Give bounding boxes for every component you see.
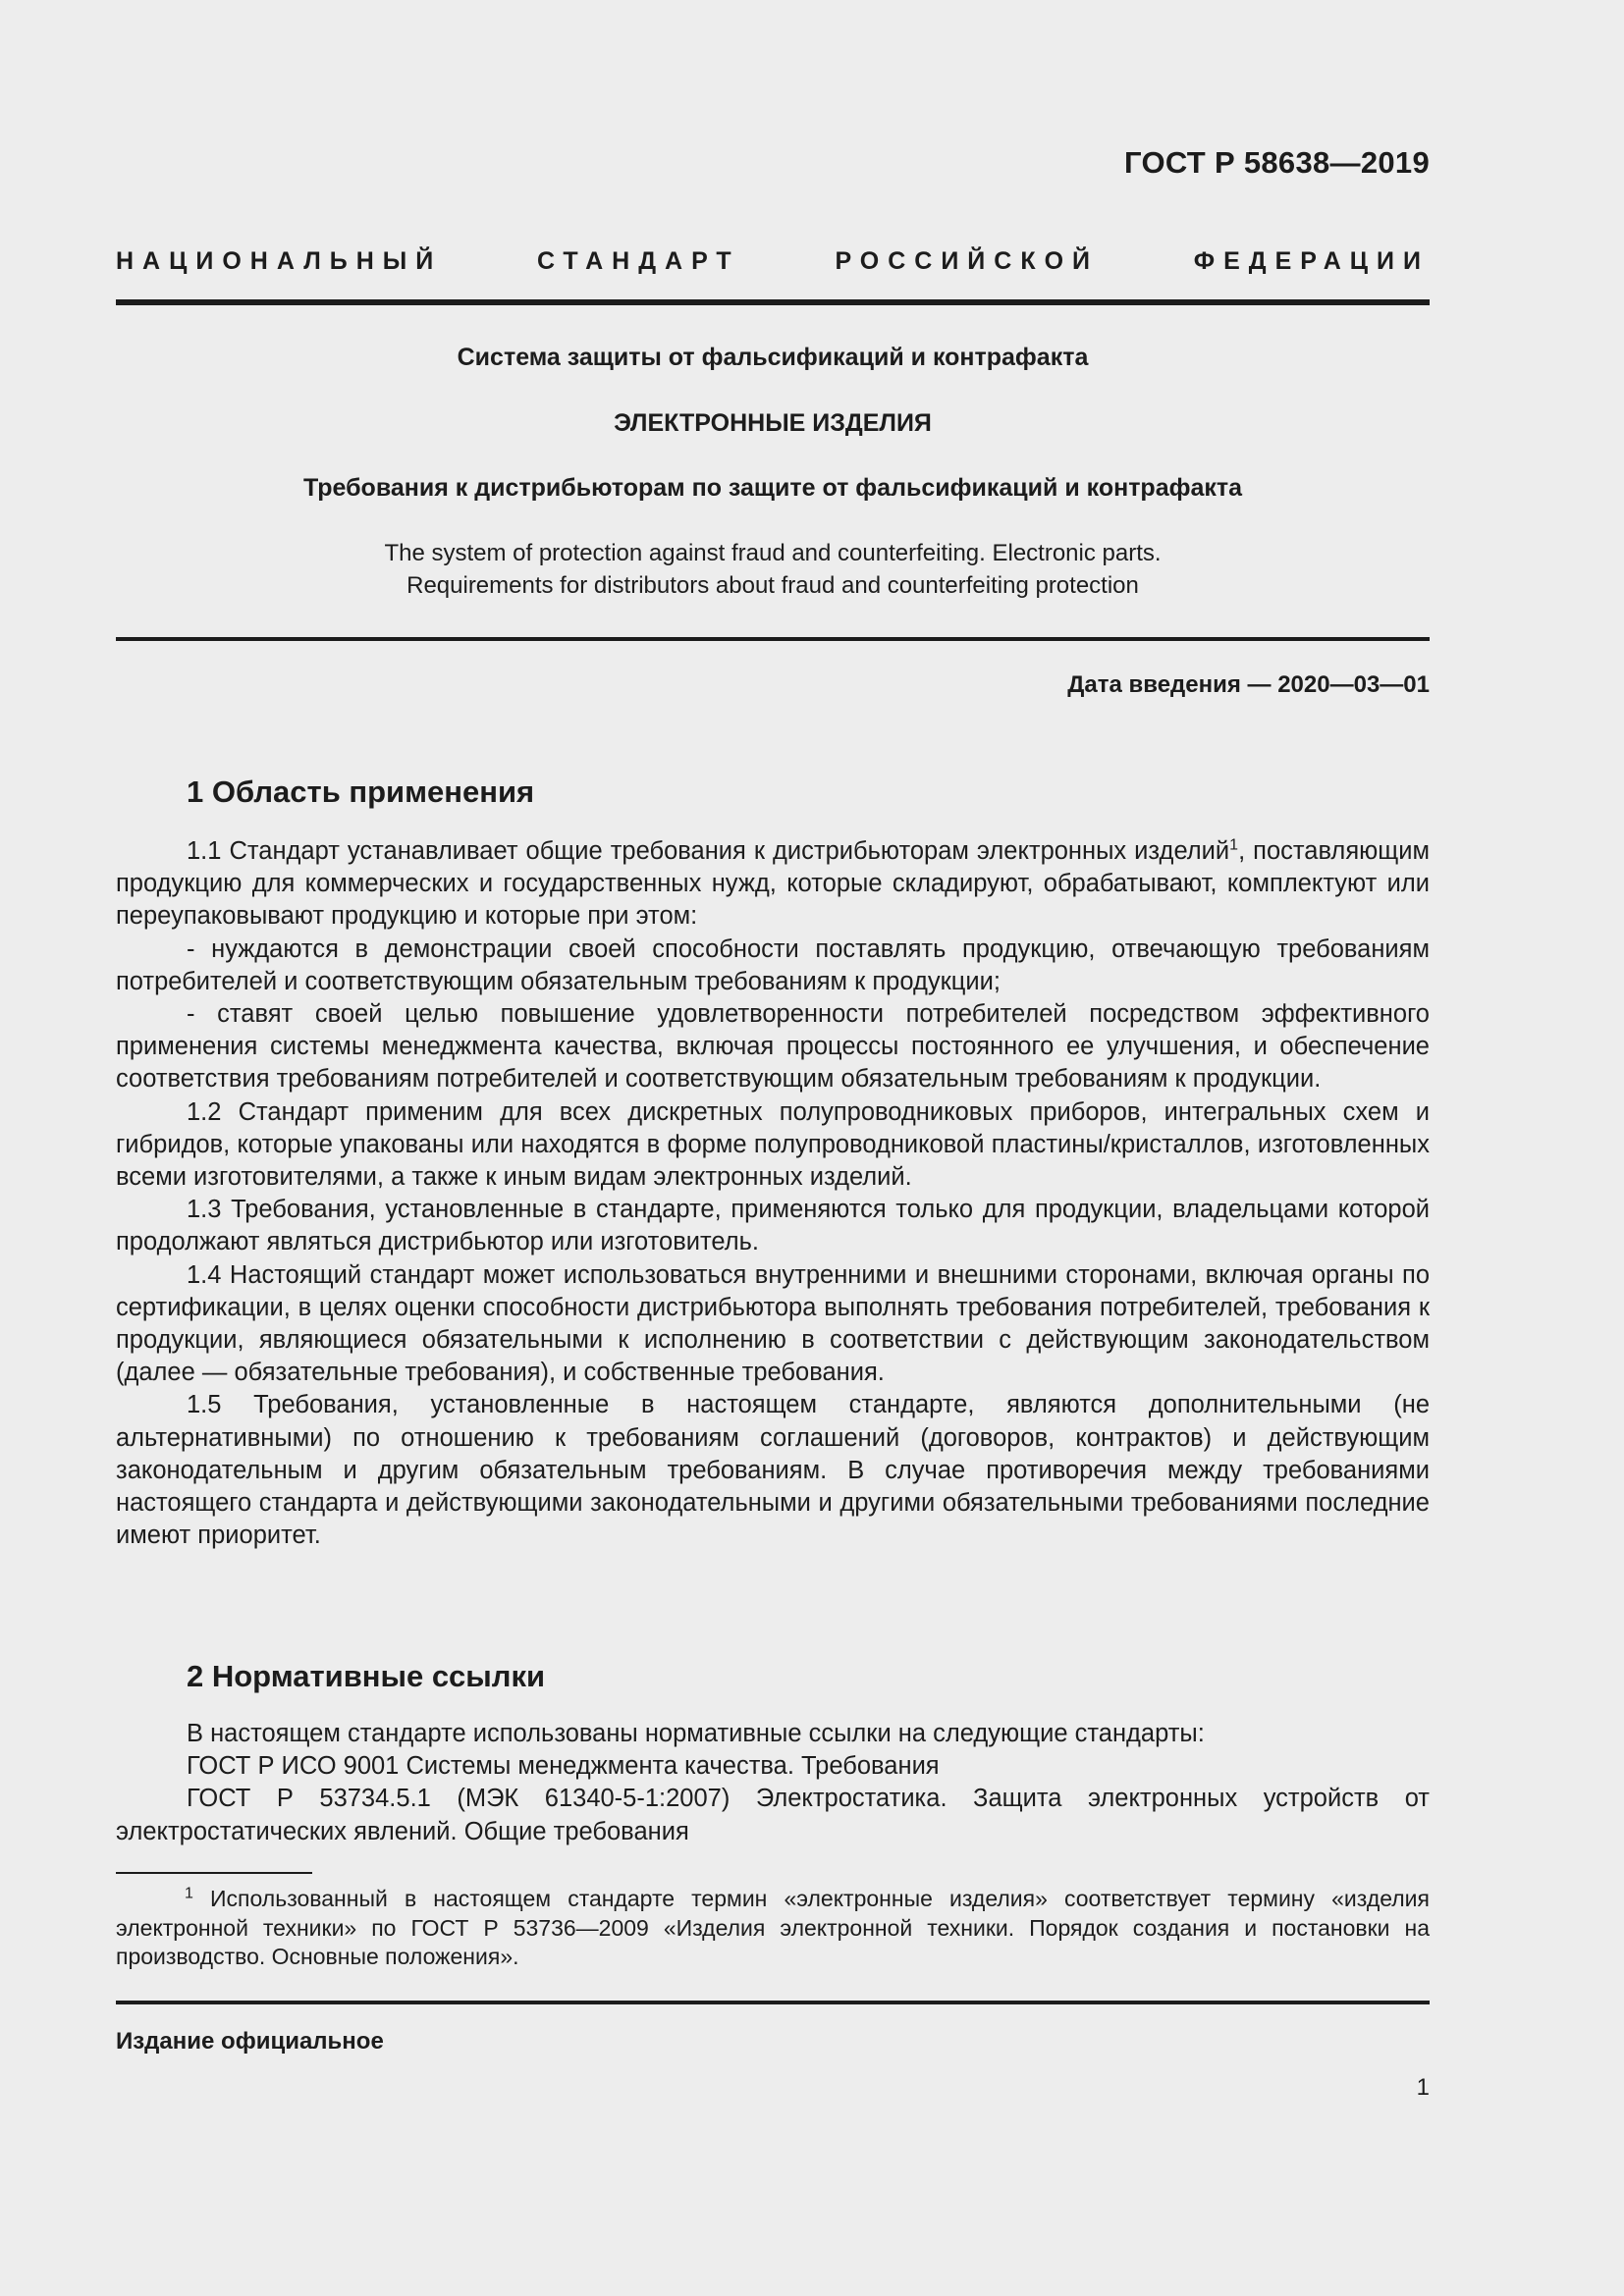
clause-1-1-item1: - нуждаются в демонстрации своей способности поставлять продукцию, отвечающую требованиям потребителей и соответствующим обязательным требованиям к продукции; bbox=[116, 934, 1430, 995]
title-english bbox=[116, 537, 1430, 602]
footnote bbox=[116, 1885, 1430, 1972]
title-main: ЭЛЕКТРОННЫЕ ИЗДЕЛИЯ bbox=[614, 409, 932, 437]
reference-gost-iso-9001: ГОСТ Р ИСО 9001 Системы менеджмента качества. Требования bbox=[187, 1752, 940, 1781]
section1-heading: 1 Область применения bbox=[187, 774, 535, 809]
references-intro: В настоящем стандарте использованы нормативные ссылки на следующие стандарты: bbox=[187, 1720, 1205, 1747]
reference-gost-53734: ГОСТ Р 53734.5.1 (МЭК 61340-5-1:2007) Электростатика. Защита электронных устройств от электростатических явлений. Общие требования bbox=[116, 1785, 1430, 1845]
footnote-separator bbox=[116, 1872, 312, 1874]
clause-1-2: 1.2 Стандарт применим для всех дискретных полупроводниковых приборов, интегральных схем и гибридов, которые упакованы или находятся в форме полупроводниковой пластины/кристаллов, изготовленных всеми изготовителями, а также к иным видам электронных изделий. bbox=[116, 1097, 1430, 1192]
section1-body bbox=[116, 835, 1430, 1552]
section2-heading: 2 Нормативные ссылки bbox=[187, 1659, 546, 1693]
title-rule bbox=[116, 637, 1430, 641]
title-requirements: Требования к дистрибьюторам по защите от фальсификаций и контрафакта bbox=[302, 474, 1243, 502]
footnote-ref: 1 bbox=[1229, 836, 1239, 854]
section2-body bbox=[116, 1718, 1430, 1848]
header-rule bbox=[116, 299, 1430, 305]
title-english-line1: The system of protection against fraud and counterfeiting. Electronic parts. bbox=[384, 540, 1162, 566]
page-number: 1 bbox=[1416, 2074, 1430, 2101]
footnote-text: Использованный в настоящем стандарте термин «электронные изделия» соответствует термину «изделия электронной техники» по ГОСТ Р 53736—2009 «Изделия электронной техники. Порядок создания и постановки на производство. Основные положения». bbox=[116, 1886, 1430, 1969]
clause-1-1-item2: - ставят своей целью повышение удовлетворенности потребителей посредством эффективного применения системы менеджмента качества, включая процессы постоянного ее улучшения, и обеспечение соответствия требованиям потребителей и соответствующим обязательным требованиям к продукции. bbox=[116, 1000, 1430, 1094]
clause-1-3: 1.3 Требования, установленные в стандарте, применяются только для продукции, владельцами которой продолжают являться дистрибьютор или изготовитель. bbox=[116, 1196, 1430, 1256]
clause-1-5: 1.5 Требования, установленные в настоящем стандарте, являются дополнительными (не альтернативными) по отношению к требованиям соглашений (договоров, контрактов) и действующим законодательным и другим обязательным требованиям. В случае противоречия между требованиями настоящего стандарта и действующими законодательными и другими обязательными требованиями последние имеют приоритет. bbox=[116, 1391, 1430, 1550]
national-standard-banner: НАЦИОНАЛЬНЫЙ СТАНДАРТ РОССИЙСКОЙ ФЕДЕРАЦИИ bbox=[116, 247, 1430, 275]
introduction-date: Дата введения — 2020—03—01 bbox=[1067, 671, 1430, 698]
official-edition-label: Издание официальное bbox=[116, 2028, 384, 2055]
document-number: ГОСТ Р 58638—2019 bbox=[1124, 145, 1430, 180]
title-system: Система защиты от фальсификаций и контрафакта bbox=[457, 344, 1089, 371]
clause-1-1: 1.1 Стандарт устанавливает общие требования к дистрибьюторам электронных изделий$^1$, поставляющим продукцию для коммерческих и государственных нужд, которые складируют, обрабатывают, комплектуют или переупаковывают продукцию и которые при этом: bbox=[116, 836, 1431, 931]
footnote-mark: 1 bbox=[185, 1885, 193, 1902]
title-english-line2: Requirements for distributors about fraud and counterfeiting protection bbox=[406, 572, 1139, 599]
clause-1-4: 1.4 Настоящий стандарт может использоваться внутренними и внешними сторонами, включая органы по сертификации, в целях оценки способности дистрибьютора выполнять требования потребителей, требования к продукции, являющиеся обязательными к исполнению в соответствии с действующим законодательством (далее — обязательные требования), и собственные требования. bbox=[116, 1260, 1430, 1387]
footer-rule bbox=[116, 2001, 1430, 2004]
